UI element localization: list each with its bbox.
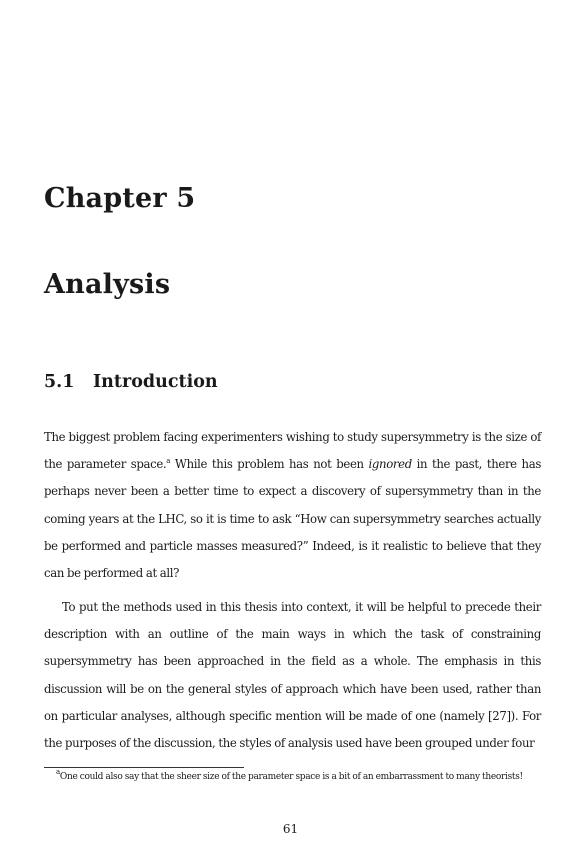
footnote-text: One could also say that the sheer size of the parameter space is a bit of an embarrassment to many theorists! [59, 772, 523, 782]
paragraph-1-emphasis: ignored [368, 457, 412, 472]
chapter-label: Chapter 5 [44, 183, 196, 214]
footnote-reference: a [166, 457, 171, 466]
paragraph-1-text-b: While this problem has not been [170, 457, 369, 472]
paragraph-2: To put the methods used in this thesis into context, it will be helpful to precede their description with an outline of the main ways in which the task of constraining supersymmetry has been approached in the field as a whole. The emphasis in this discussion will be on the general styles of approach which have been used, rather than on particular analyses, although specific mention will be made of one (namely [27]). For the purposes of the discussion, the styles of analysis used have been grouped under four [44, 600, 541, 751]
section-heading [44, 372, 218, 392]
page-number: 61 [282, 822, 299, 836]
footnote [44, 770, 541, 784]
footnote-mark: a [56, 768, 60, 776]
paragraph-1-text-a: The biggest problem facing experimenters wishing to study supersymmetry is the size of the parameter space. [44, 430, 541, 472]
section-number: 5.1 [44, 372, 75, 392]
footnote-divider [44, 767, 244, 768]
paragraph-1 [44, 424, 541, 587]
chapter-title: Analysis [44, 269, 171, 300]
section-title: Introduction [93, 372, 218, 392]
paragraph-1-text-c: in the past, there has perhaps never been a better time to expect a discovery of supersymmetry than in the coming years at the LHC, so it is time to ask “How can supersymmetry searches actually be performed and particle masses measured?” Indeed, is it realistic to believe that they can be performed at all? [44, 457, 541, 581]
